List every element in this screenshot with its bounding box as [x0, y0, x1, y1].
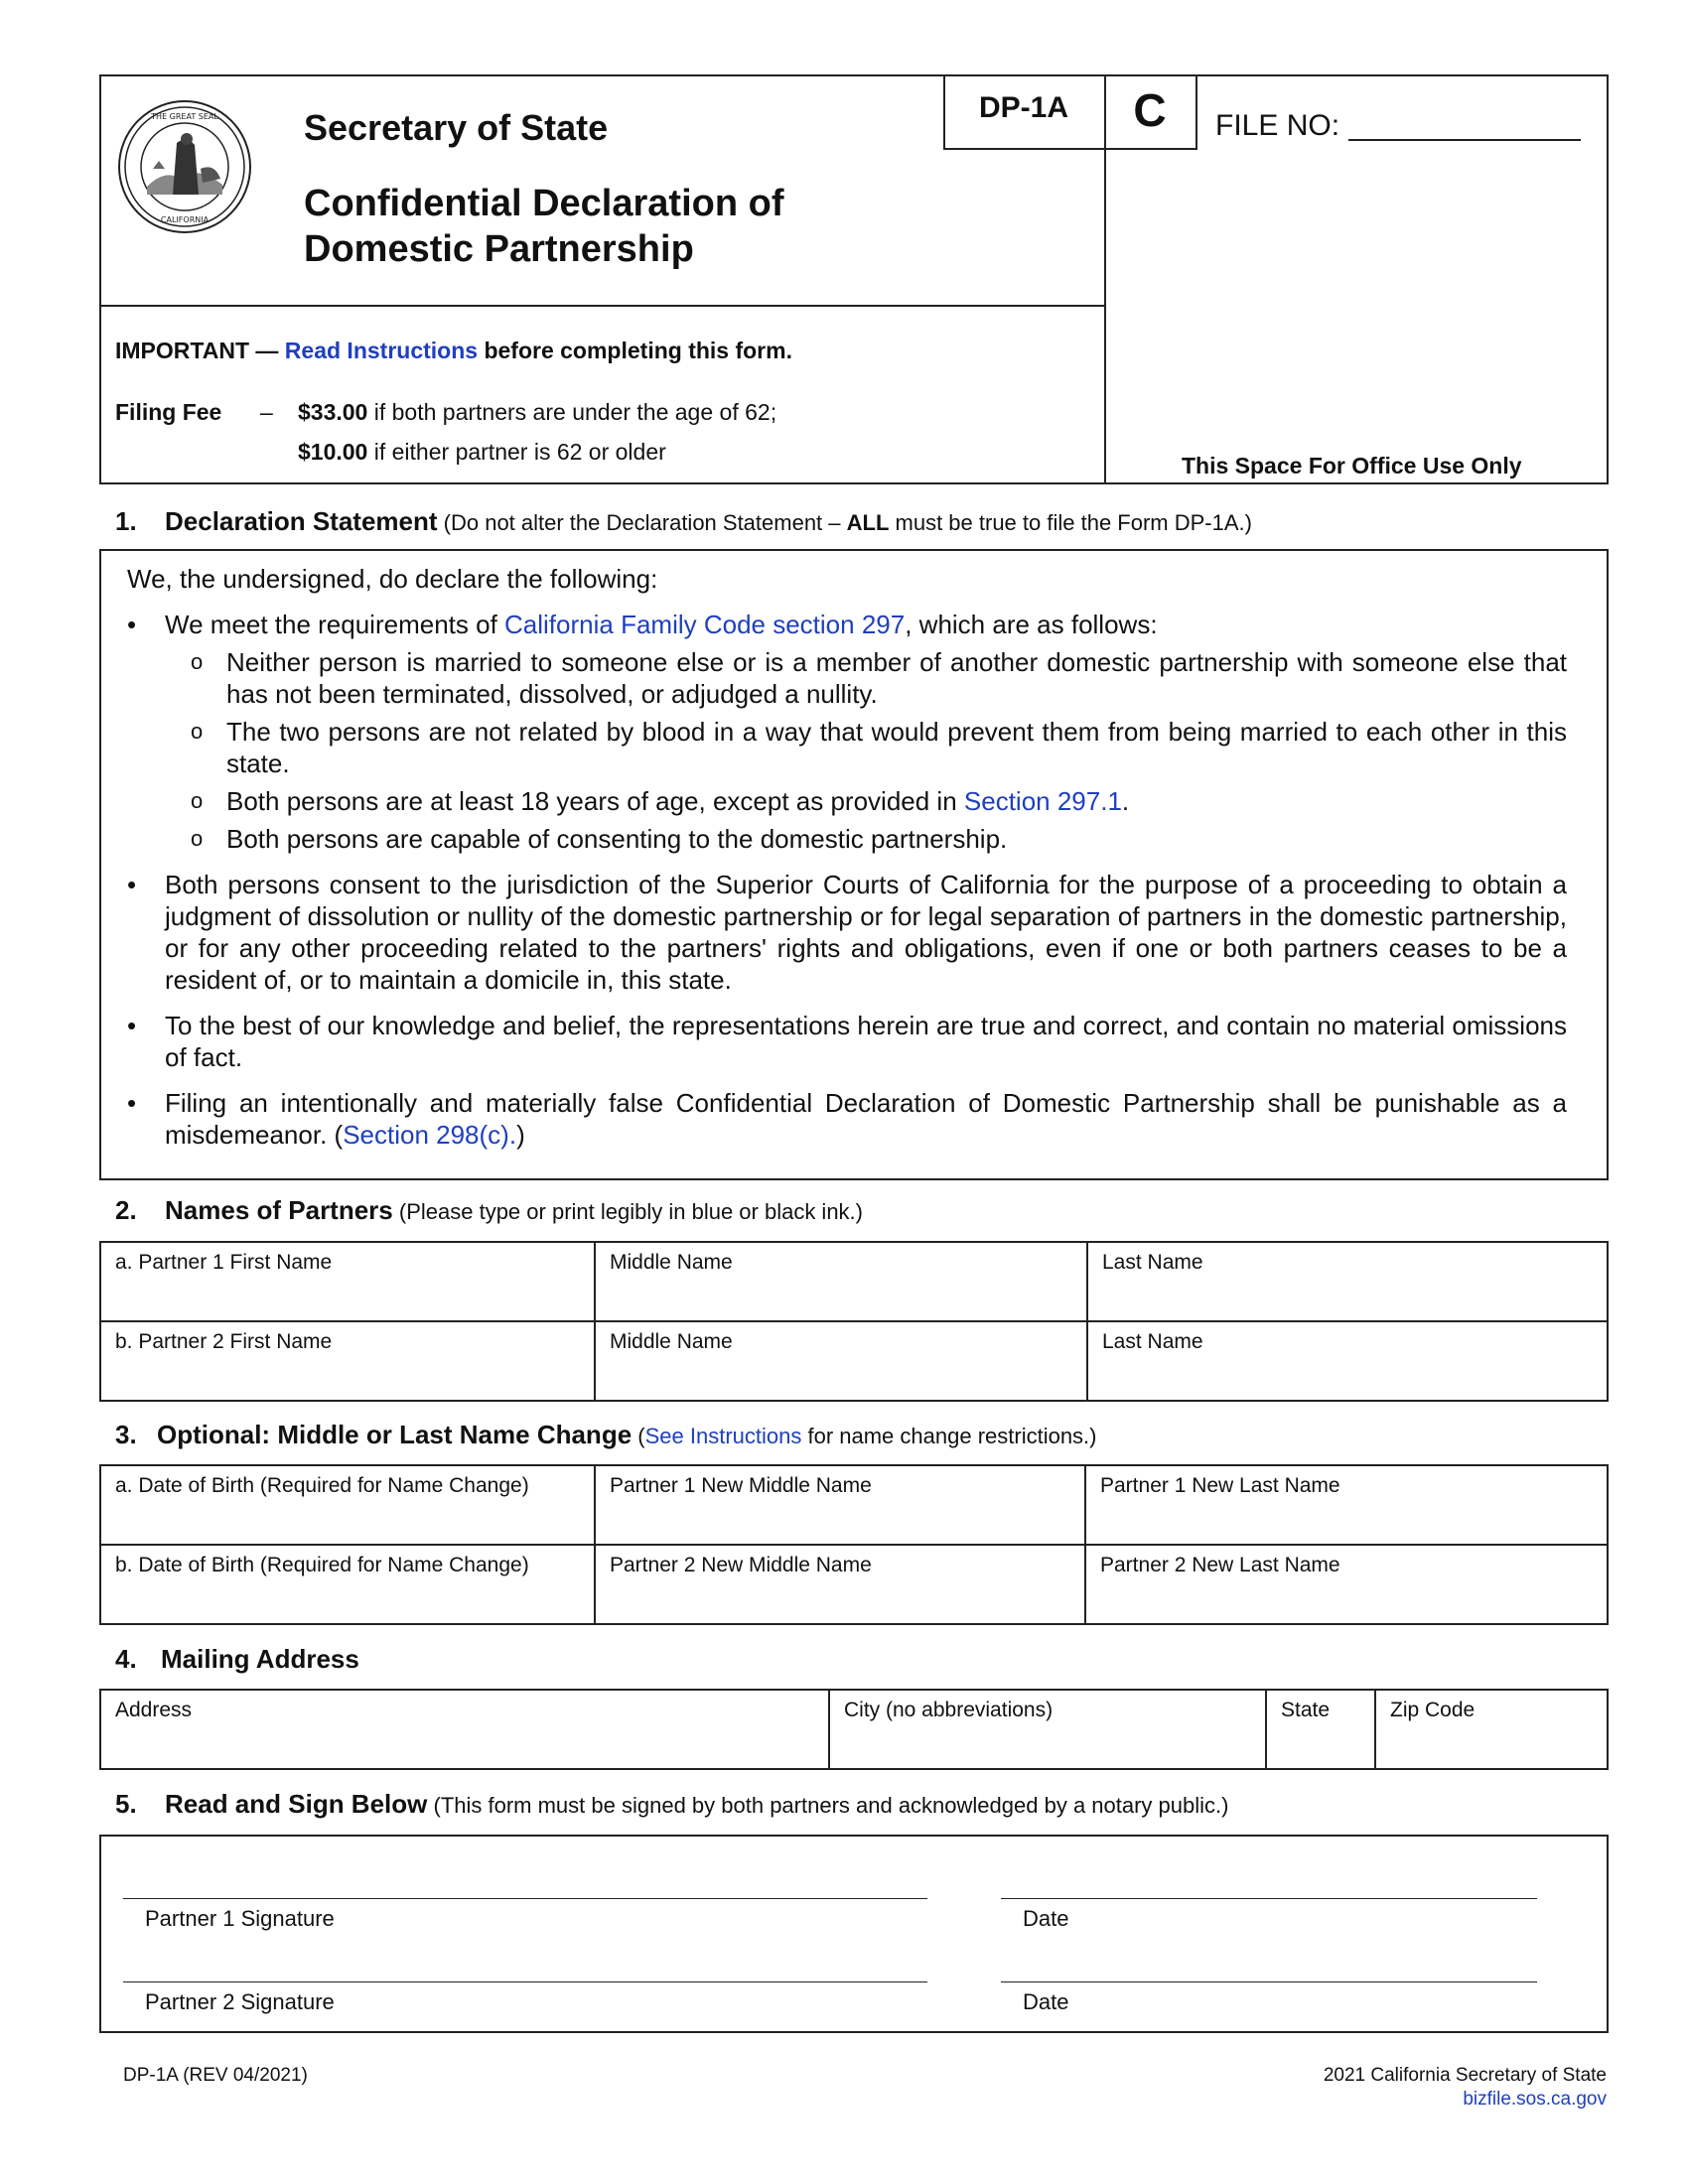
- partner-1-signature-line[interactable]: [123, 1898, 927, 1899]
- form-title: Confidential Declaration of Domestic Partnership: [304, 183, 784, 270]
- copyright-notice: 2021 California Secretary of State: [1323, 2065, 1607, 2086]
- partner-names-table: [99, 1241, 1609, 1402]
- section-2-heading: 2. Names of Partners (Please type or print legibly in blue or black ink.): [115, 1195, 863, 1225]
- see-instructions-link[interactable]: See Instructions: [644, 1424, 802, 1448]
- section-4-heading: 4. Mailing Address: [115, 1644, 359, 1674]
- partner-1-last-name-field[interactable]: Last Name: [1087, 1242, 1608, 1321]
- fee-line-1: $33.00 if both partners are under the age of 62;: [298, 399, 777, 425]
- partner-1-date-line[interactable]: [1001, 1898, 1537, 1899]
- section-298c-link[interactable]: Section 298(c).: [343, 1120, 517, 1150]
- partner-2-signature-line[interactable]: [123, 1981, 927, 1982]
- mailing-address-table: [99, 1689, 1609, 1770]
- form-number-bottom: [943, 148, 1197, 150]
- declaration-bullet: • We meet the requirements of California Family Code section 297, which are as follows:: [127, 609, 1567, 640]
- declaration-bullet: • To the best of our knowledge and belief, the representations herein are true and correct, and contain no material omissions of fact.: [127, 1010, 1567, 1073]
- declaration-intro: We, the undersigned, do declare the following:: [127, 564, 658, 594]
- state-field[interactable]: State: [1266, 1690, 1375, 1769]
- requirement-item: o Neither person is married to someone else or is a member of another domestic partnership with someone else that has not been terminated, dissolved, or adjudged a nullity.: [127, 646, 1567, 710]
- partner-1-first-name-field[interactable]: a. Partner 1 First Name: [100, 1242, 595, 1321]
- fee-line-2: $10.00 if either partner is 62 or older: [298, 439, 666, 465]
- partner-1-new-middle-name-field[interactable]: Partner 1 New Middle Name: [595, 1465, 1085, 1545]
- website-link[interactable]: bizfile.sos.ca.gov: [1463, 2089, 1607, 2110]
- name-change-table: [99, 1464, 1609, 1625]
- requirement-item: o The two persons are not related by blood in a way that would prevent them from being married to each other in this state.: [127, 716, 1567, 779]
- partner-2-signature-label: Partner 2 Signature: [145, 1989, 335, 2014]
- partner-2-new-last-name-field[interactable]: Partner 2 New Last Name: [1085, 1545, 1608, 1624]
- partner-1-new-last-name-field[interactable]: Partner 1 New Last Name: [1085, 1465, 1608, 1545]
- agency-name: Secretary of State: [304, 107, 609, 148]
- partner-1-signature-label: Partner 1 Signature: [145, 1906, 335, 1931]
- partner-2-date-line[interactable]: [1001, 1981, 1537, 1982]
- requirement-item: o Both persons are at least 18 years of age, except as provided in Section 297.1.: [127, 785, 1567, 817]
- address-field[interactable]: Address: [100, 1690, 829, 1769]
- file-no-label: FILE NO:: [1215, 109, 1340, 142]
- svg-text:THE GREAT SEAL: THE GREAT SEAL: [151, 112, 218, 121]
- family-code-297-link[interactable]: California Family Code section 297: [504, 610, 906, 639]
- form-code: C: [1133, 84, 1167, 136]
- section-297-1-link[interactable]: Section 297.1: [963, 786, 1122, 816]
- partner-2-dob-field[interactable]: b. Date of Birth (Required for Name Change): [100, 1545, 595, 1624]
- filing-fee-label: Filing Fee: [115, 399, 222, 425]
- svg-text:CALIFORNIA: CALIFORNIA: [160, 215, 210, 224]
- partner-2-new-middle-name-field[interactable]: Partner 2 New Middle Name: [595, 1545, 1085, 1624]
- partner-2-middle-name-field[interactable]: Middle Name: [595, 1321, 1087, 1401]
- form-revision: DP-1A (REV 04/2021): [123, 2065, 308, 2086]
- requirement-item: o Both persons are capable of consenting to the domestic partnership.: [127, 823, 1567, 855]
- partner-1-date-label: Date: [1023, 1906, 1069, 1931]
- partner-2-first-name-field[interactable]: b. Partner 2 First Name: [100, 1321, 595, 1401]
- city-field[interactable]: City (no abbreviations): [829, 1690, 1266, 1769]
- read-instructions-link[interactable]: Read Instructions: [284, 338, 479, 363]
- partner-2-last-name-field[interactable]: Last Name: [1087, 1321, 1608, 1401]
- important-notice: IMPORTANT — Read Instructions before completing this form.: [115, 338, 792, 363]
- header-divider: [99, 305, 1106, 307]
- office-use-label: This Space For Office Use Only: [1182, 453, 1522, 478]
- form-code-divider: [1196, 74, 1197, 150]
- section-5-heading: 5. Read and Sign Below (This form must be signed by both partners and acknowledged by a notary public.): [115, 1789, 1229, 1819]
- partner-1-middle-name-field[interactable]: Middle Name: [595, 1242, 1087, 1321]
- partner-1-dob-field[interactable]: a. Date of Birth (Required for Name Change): [100, 1465, 595, 1545]
- file-no-line: [1348, 139, 1581, 141]
- zip-code-field[interactable]: Zip Code: [1375, 1690, 1608, 1769]
- section-1-heading: 1. Declaration Statement (Do not alter the Declaration Statement – ALL must be true to file the Form DP-1A.): [115, 506, 1252, 536]
- partner-2-date-label: Date: [1023, 1989, 1069, 2014]
- section-3-heading: 3. Optional: Middle or Last Name Change (See Instructions for name change restrictions.): [115, 1420, 1097, 1449]
- california-seal-icon: [117, 99, 252, 234]
- declaration-statement: [99, 549, 1609, 1180]
- filing-fee-dash: –: [260, 399, 273, 425]
- form-number: DP-1A: [978, 91, 1068, 124]
- declaration-bullet: • Both persons consent to the jurisdiction of the Superior Courts of California for the purpose of a proceeding to obtain a judgment of dissolution or nullity of the domestic partnership or for legal separation of partners in the domestic partnership, or for any other proceeding related to the partners' rights and obligations, even if one or both partners ceases to be a resident of, or to maintain a domicile in, this state.: [127, 869, 1567, 996]
- declaration-bullet: • Filing an intentionally and materially false Confidential Declaration of Domestic Partnership shall be punishable as a misdemeanor. (Section 298(c).): [127, 1087, 1567, 1151]
